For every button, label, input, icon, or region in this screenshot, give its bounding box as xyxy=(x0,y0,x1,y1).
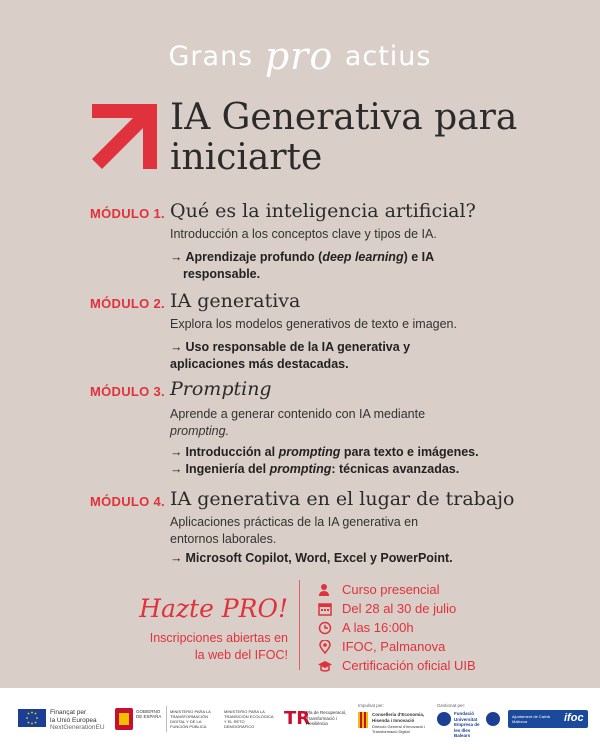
eu-flag-icon xyxy=(18,709,46,727)
module-description: Aplicaciones prácticas de la IA generativa en entornos laborales. xyxy=(170,515,419,546)
info-row-time: A las 16:00h xyxy=(318,618,476,637)
govern-balear-icon xyxy=(358,712,368,728)
info-row-location: IFOC, Palmanova xyxy=(318,637,476,656)
clock-icon xyxy=(318,621,332,635)
module-points xyxy=(170,339,510,373)
arrow-icon xyxy=(92,104,157,169)
location-icon xyxy=(318,640,332,654)
module-point: aplicaciones más destacadas. xyxy=(170,357,349,371)
module-title: Qué es la inteligencia artificial? xyxy=(170,200,476,222)
eu-funding-text: Finançat per la Unió Europea NextGenerationEU xyxy=(50,709,105,731)
module-title: IA generativa xyxy=(170,290,301,312)
calendar-icon xyxy=(318,602,332,616)
recovery-plan-text: Pla de Recuperació, Transformació i Resiliència xyxy=(306,710,347,726)
page-title: IA Generativa para iniciarte xyxy=(170,97,518,178)
module-points xyxy=(170,249,510,283)
course-info xyxy=(318,580,476,675)
conselleria-text: Conselleria d'Economia, Hisenda i Innovació xyxy=(372,712,425,723)
divider xyxy=(166,706,167,732)
direccio-text: Direcció General d'Innovació i Transformació Digital xyxy=(372,724,426,734)
module-label: MÓDULO 4. xyxy=(90,494,165,509)
ifoc-badge-icon xyxy=(486,712,500,726)
sponsor-footer xyxy=(0,688,600,750)
module-label: MÓDULO 3. xyxy=(90,384,165,399)
module-description: Introducción a los conceptos clave y tipos de IA. xyxy=(170,227,437,241)
module-label: MÓDULO 1. xyxy=(90,206,165,221)
gobierno-text: GOBIERNO DE ESPAÑA xyxy=(136,709,162,719)
module-point: → Aprendizaje profundo (deep learning) e IA xyxy=(170,250,435,264)
graduation-icon xyxy=(318,659,332,673)
inscriptions-text: Inscripciones abiertas en la web del IFOC! xyxy=(149,631,288,662)
impulsat-label: Impulsat per: xyxy=(358,703,385,708)
info-row-certification: Certificación oficial UIB xyxy=(318,656,476,675)
module-title: IA generativa en el lugar de trabajo xyxy=(170,488,515,510)
divider xyxy=(299,580,300,670)
spain-coat-of-arms-icon xyxy=(115,708,133,730)
module-point: → Uso responsable de la IA generativa y xyxy=(170,340,411,354)
gestionat-label: Gestionat per: xyxy=(437,703,466,708)
module-description: Aprende a generar contenido con IA mediante prompting. xyxy=(170,407,426,438)
ministry-digital-text: MINISTERIO PARA LA TRANSFORMACIÓN DIGITAL Y DE LA FUNCIÓN PÚBLICA xyxy=(170,709,211,729)
module-point: → Microsoft Copilot, Word, Excel y PowerPoint. xyxy=(170,551,453,565)
logo-pro: pro xyxy=(264,34,334,78)
person-icon xyxy=(318,583,332,597)
logo-left: Grans xyxy=(168,41,254,72)
hazte-pro-heading: Hazte PRO! xyxy=(139,594,288,623)
fundacio-text: Fundació Universitat Empresa de les Illes Balears xyxy=(454,711,480,738)
calvia-ifoc-logo: Ajuntament de Calvià Mallorca ifoc xyxy=(508,710,588,728)
module-points xyxy=(170,550,510,567)
logo-right: actius xyxy=(344,41,432,72)
module-point: → Introducción al prompting para texto e imágenes. xyxy=(170,445,479,459)
module-point: responsable. xyxy=(183,267,261,281)
ministry-ecology-text: MINISTERIO PARA LA TRANSICIÓN ECOLÓGICA Y EL RETO DEMOGRÁFICO xyxy=(224,709,274,729)
info-row-modality: Curso presencial xyxy=(318,580,476,599)
fueib-logo-icon xyxy=(437,712,451,726)
info-row-dates: Del 28 al 30 de julio xyxy=(318,599,476,618)
module-description: Explora los modelos generativos de texto e imagen. xyxy=(170,317,457,331)
module-point: → Ingeniería del prompting: técnicas avanzadas. xyxy=(170,462,460,476)
prtr-logo-icon: TR xyxy=(284,708,311,729)
module-points xyxy=(170,444,510,478)
grans-proactius-logo xyxy=(0,34,600,78)
module-label: MÓDULO 2. xyxy=(90,296,165,311)
module-title: Prompting xyxy=(170,378,272,400)
